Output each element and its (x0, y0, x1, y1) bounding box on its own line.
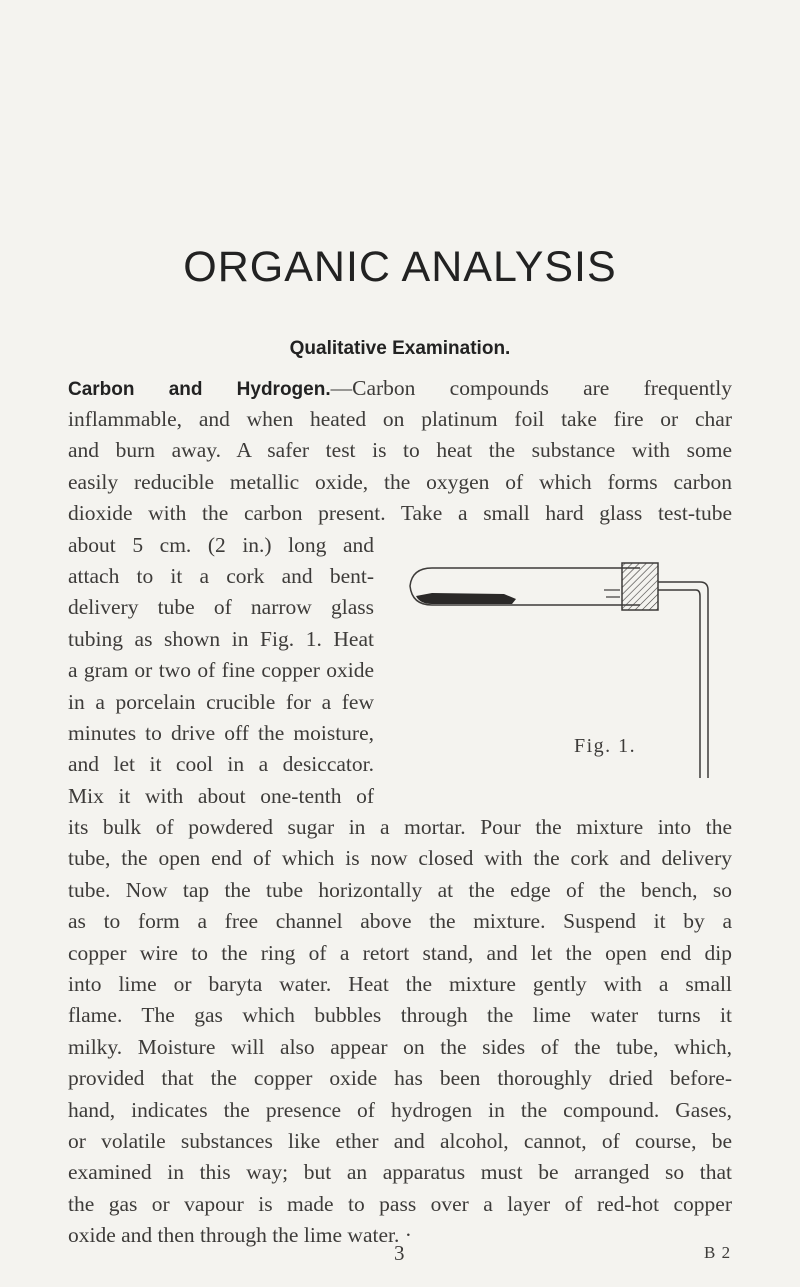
figure-caption: Fig. 1. (574, 735, 637, 757)
text-line: and let it cool in a desiccator. (68, 752, 374, 776)
apparatus-figure (380, 556, 740, 786)
tube-markings (604, 590, 620, 597)
text-line: Mix it with about one-tenth of (68, 784, 374, 808)
signature-mark: B 2 (704, 1243, 732, 1262)
text-line: its bulk of powdered sugar in a mortar. Pour the mixture into the (68, 815, 732, 839)
text-line: into lime or baryta water. Heat the mixture gently with a small (68, 972, 732, 996)
text-line: and burn away. A safer test is to heat the substance with some (68, 438, 732, 462)
text-line: the gas or vapour is made to pass over a layer of red-hot copper (68, 1192, 732, 1216)
text-line: milky. Moisture will also appear on the sides of the tube, which, (68, 1035, 732, 1059)
text-line: tube. Now tap the tube horizontally at the edge of the bench, so (68, 878, 732, 902)
text-line: attach to it a cork and bent- (68, 564, 374, 588)
text-line: Carbon and Hydrogen.—Carbon compounds are frequently (68, 376, 732, 400)
text-line: hand, indicates the presence of hydrogen in the compound. Gases, (68, 1098, 732, 1122)
text-line: in a porcelain crucible for a few (68, 690, 374, 714)
text-line: minutes to drive off the moisture, (68, 721, 374, 745)
text-line: provided that the copper oxide has been thoroughly dried before- (68, 1066, 732, 1090)
text-line: delivery tube of narrow glass (68, 595, 374, 619)
delivery-tube (658, 582, 708, 778)
text-line: easily reducible metallic oxide, the oxygen of which forms carbon (68, 470, 732, 494)
text-line: dioxide with the carbon present. Take a small hard glass test-tube (68, 501, 732, 525)
page-title: ORGANIC ANALYSIS (183, 243, 617, 291)
text-line: flame. The gas which bubbles through the lime water turns it (68, 1003, 732, 1027)
text-line: tubing as shown in Fig. 1. Heat (68, 627, 374, 651)
text-line: tube, the open end of which is now closed with the cork and delivery (68, 846, 732, 870)
page-number: 3 (394, 1241, 405, 1265)
text-line: a gram or two of fine copper oxide (68, 658, 374, 682)
copper-oxide-mixture (416, 593, 516, 604)
text-line: copper wire to the ring of a retort stand, and let the open end dip (68, 941, 732, 965)
cork (622, 563, 658, 610)
text-line: as to form a free channel above the mixture. Suspend it by a (68, 909, 732, 933)
text-line: examined in this way; but an apparatus must be arranged so that (68, 1160, 732, 1184)
text-line: or volatile substances like ether and alcohol, cannot, of course, be (68, 1129, 732, 1153)
text-line: oxide and then through the lime water. · (68, 1223, 412, 1247)
text-line: about 5 cm. (2 in.) long and (68, 533, 374, 557)
text-line: inflammable, and when heated on platinum foil take fire or char (68, 407, 732, 431)
section-heading: Carbon and Hydrogen. (68, 379, 331, 400)
section-subtitle: Qualitative Examination. (289, 338, 511, 359)
